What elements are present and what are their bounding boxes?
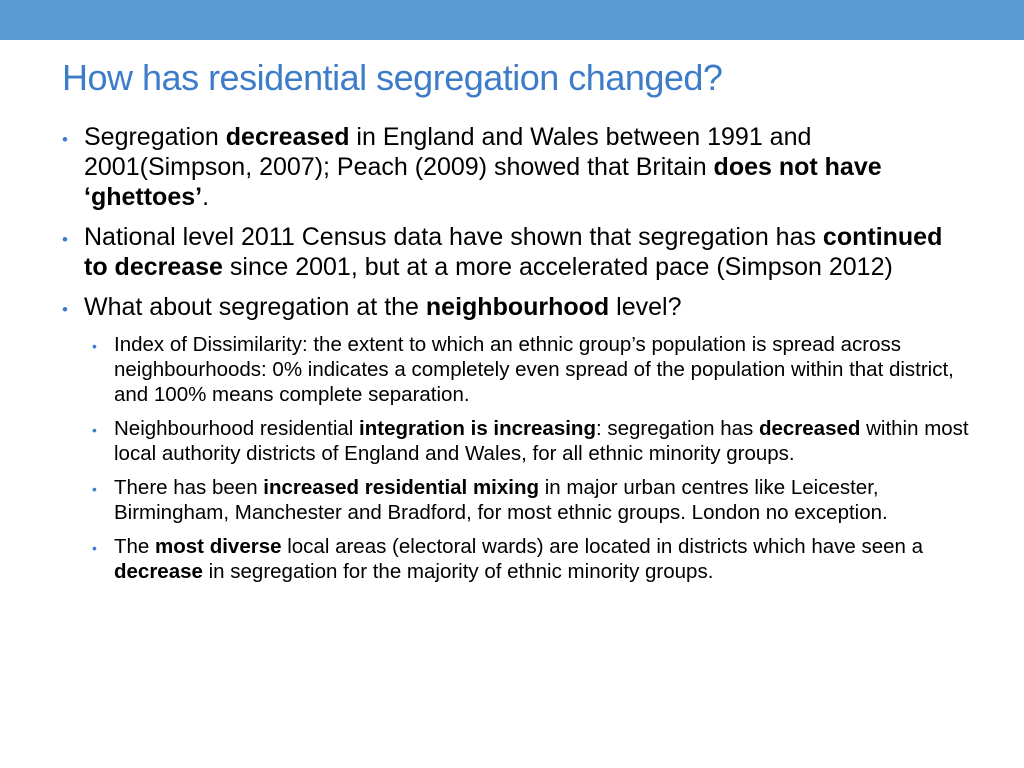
bold-text: neighbourhood bbox=[425, 293, 610, 321]
text-run: : segregation has bbox=[595, 417, 759, 440]
bold-text: does not have ‘ghettoes’ bbox=[84, 153, 882, 211]
text-run: in England and Wales between 1991 and 2001(Simpson, 2007); Peach (2009) showed that Britain bbox=[84, 123, 812, 181]
text-run: in major urban centres like Leicester, Birmingham, Manchester and Bradford, for most ethnic groups. London no exception. bbox=[114, 476, 888, 524]
text-run: . bbox=[202, 183, 210, 211]
text-run: Neighbourhood residential bbox=[114, 417, 360, 440]
sub-bullet-item bbox=[92, 416, 972, 466]
header-band bbox=[0, 0, 1024, 40]
slide-title: How has residential segregation changed? bbox=[62, 57, 723, 98]
text-run: National level 2011 Census data have shown that segregation has bbox=[84, 223, 823, 251]
text-run: Segregation bbox=[84, 123, 226, 151]
text-run: The bbox=[114, 535, 156, 558]
text-run: level? bbox=[609, 293, 682, 321]
bold-text: decreased bbox=[758, 417, 861, 440]
bullet-marker: • bbox=[62, 300, 68, 319]
text-run: There has been bbox=[114, 476, 264, 499]
sub-bullet-item bbox=[92, 534, 972, 584]
bullet-item bbox=[62, 292, 972, 322]
bullet-marker: • bbox=[62, 130, 68, 149]
bold-text: decreased bbox=[225, 123, 350, 151]
bold-text: decrease bbox=[114, 560, 203, 583]
bullet-item bbox=[62, 222, 972, 282]
bullet-item bbox=[62, 122, 972, 212]
text-run: in segregation for the majority of ethnic minority groups. bbox=[202, 560, 714, 583]
bold-text: integration is increasing bbox=[359, 417, 596, 440]
text-run: Index of Dissimilarity: the extent to which an ethnic group’s population is spread across neighbourhoods: 0% indicates a completely even spread of the population within that district, and 100% means complete separation. bbox=[114, 333, 954, 406]
sub-bullet-item bbox=[92, 475, 972, 525]
sub-bullet-item bbox=[92, 332, 972, 407]
bullet-marker: • bbox=[92, 422, 97, 438]
text-run: since 2001, but at a more accelerated pace (Simpson 2012) bbox=[222, 253, 893, 281]
bullet-marker: • bbox=[62, 230, 68, 249]
bullet-marker: • bbox=[92, 481, 97, 497]
text-run: What about segregation at the bbox=[84, 293, 426, 321]
bullet-marker: • bbox=[92, 540, 97, 556]
text-run: local areas (electoral wards) are located in districts which have seen a bbox=[281, 535, 924, 558]
bullet-list bbox=[62, 122, 972, 593]
bullet-marker: • bbox=[92, 338, 97, 354]
bold-text: continued to decrease bbox=[84, 223, 943, 281]
bold-text: most diverse bbox=[155, 535, 282, 558]
text-run: within most local authority districts of England and Wales, for all ethnic minority groups. bbox=[114, 417, 969, 465]
bold-text: increased residential mixing bbox=[263, 476, 540, 499]
